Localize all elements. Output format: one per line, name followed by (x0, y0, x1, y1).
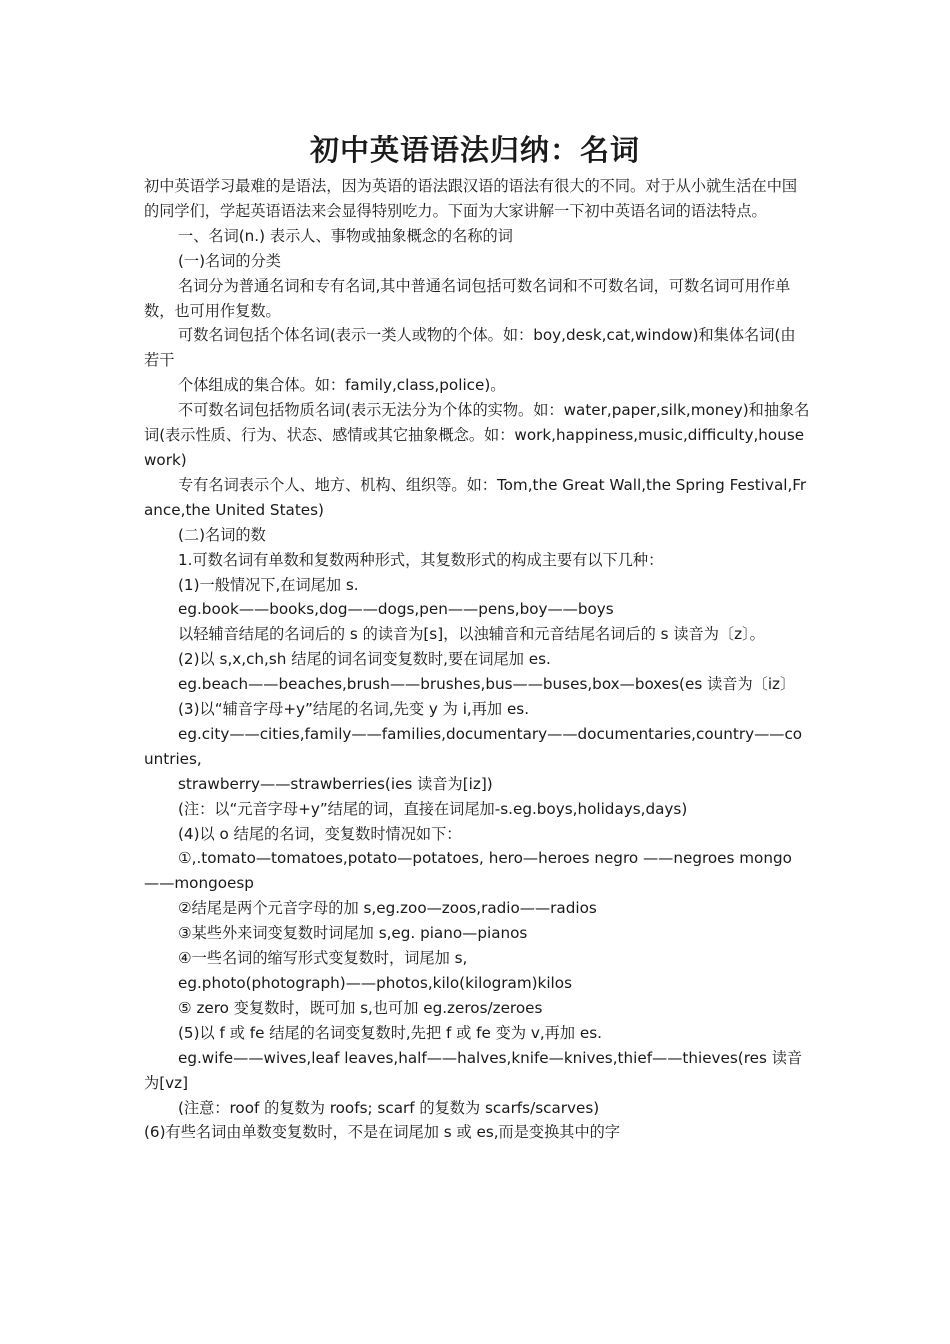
paragraph: strawberry——strawberries(ies 读音为[iz]) (178, 774, 493, 793)
paragraph: 初中英语学习最难的是语法，因为英语的语法跟汉语的语法有很大的不同。对于从小就生活在中国的同学们，学起英语语法来会显得特别吃力。下面为大家讲解一下初中英语名词的语法特点。 (144, 177, 798, 220)
paragraph: eg.beach——beaches,brush——brushes,bus——buses,box—boxes(es 读音为〔iz〕 (178, 675, 796, 694)
paragraph: 1.可数名词有单数和复数两种形式，其复数形式的构成主要有以下几种： (178, 550, 664, 569)
paragraph: ④一些名词的缩写形式变复数时，词尾加 s, (178, 949, 468, 968)
paragraph: 专有名词表示个人、地方、机构、组织等。如：Tom,the Great Wall,the Spring Festival,France,the United States) (144, 475, 807, 519)
document-body (144, 174, 810, 1145)
paragraph: 个体组成的集合体。如：family,class,police)。 (178, 376, 506, 395)
paragraph: (4)以 o 结尾的名词，变复数时情况如下： (178, 824, 462, 843)
paragraph: 可数名词包括个体名词(表示一类人或物的个体。如：boy,desk,cat,window)和集体名词(由若干 (144, 326, 796, 370)
paragraph: 以轻辅音结尾的名词后的 s 的读音为[s]，以浊辅音和元音结尾名词后的 s 读音为〔z〕。 (178, 625, 765, 644)
paragraph: (6)有些名词由单数变复数时，不是在词尾加 s 或 es,而是变换其中的字 (144, 1123, 621, 1142)
paragraph: (一)名词的分类 (178, 251, 281, 270)
paragraph: (注意：roof 的复数为 roofs; scarf 的复数为 scarfs/scarves) (178, 1098, 600, 1117)
paragraph: (3)以“辅音字母+y”结尾的名词,先变 y 为 i,再加 es. (178, 700, 530, 719)
paragraph: (二)名词的数 (178, 525, 266, 544)
paragraph: ②结尾是两个元音字母的加 s,eg.zoo—zoos,radio——radios (178, 899, 597, 918)
paragraph: (5)以 f 或 fe 结尾的名词变复数时,先把 f 或 fe 变为 v,再加 es. (178, 1023, 602, 1042)
paragraph: 名词分为普通名词和专有名词,其中普通名词包括可数名词和不可数名词，可数名词可用作单数，也可用作复数。 (144, 276, 791, 320)
paragraph: eg.photo(photograph)——photos,kilo(kilogram)kilos (178, 974, 572, 992)
paragraph: (1)一般情况下,在词尾加 s. (178, 575, 359, 594)
paragraph: (2)以 s,x,ch,sh 结尾的词名词变复数时,要在词尾加 es. (178, 650, 551, 669)
paragraph: ⑤ zero 变复数时，既可加 s,也可加 eg.zeros/zeroes (178, 998, 543, 1017)
paragraph: eg.book——books,dog——dogs,pen——pens,boy——boys (178, 600, 614, 619)
paragraph: eg.wife——wives,leaf leaves,half——halves,knife—knives,thief——thieves(res 读音为[vz] (144, 1048, 803, 1092)
page-title: 初中英语语法归纳：名词 (309, 133, 640, 167)
paragraph: ①,.tomato—tomatoes,potato—potatoes, hero—heroes negro ——negroes mongo ——mongoesp (144, 849, 792, 893)
paragraph: eg.city——cities,family——families,documentary——documentaries,country——countries, (144, 724, 803, 768)
paragraph: (注：以“元音字母+y”结尾的词，直接在词尾加-s.eg.boys,holidays,days) (178, 799, 688, 818)
paragraph: ③某些外来词变复数时词尾加 s,eg. piano—pianos (178, 924, 528, 943)
paragraph: 不可数名词包括物质名词(表示无法分为个体的实物。如：water,paper,silk,money)和抽象名词(表示性质、行为、状态、感情或其它抽象概念。如：work,happiness,music,difficulty,housework) (144, 401, 810, 469)
paragraph: 一、名词(n.) 表示人、事物或抽象概念的名称的词 (178, 226, 513, 245)
